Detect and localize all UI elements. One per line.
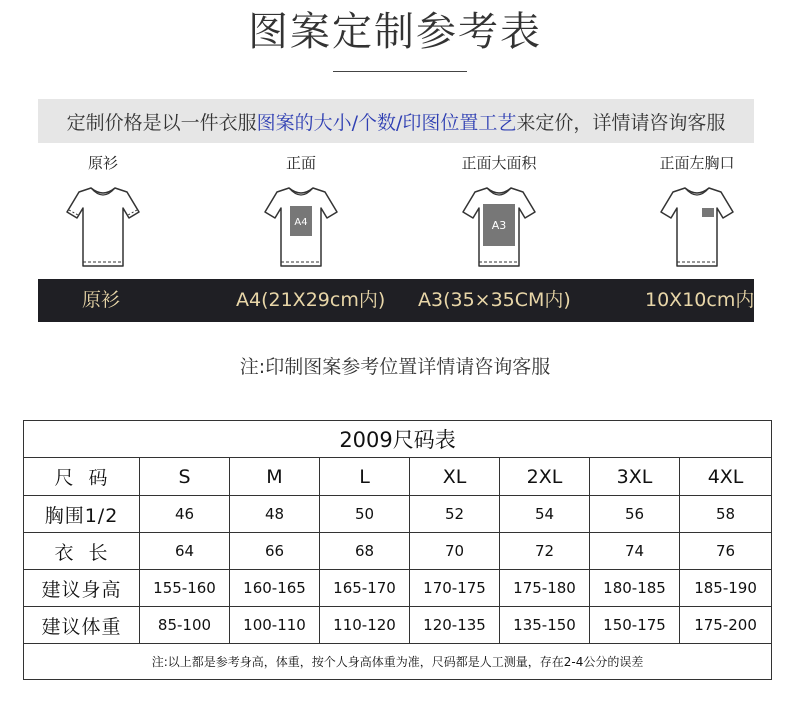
- table-cell: 58: [680, 496, 772, 533]
- size-header-row: [24, 458, 772, 496]
- table-cell: 150-175: [590, 607, 680, 644]
- table-cell: 66: [230, 533, 320, 570]
- row-label: 胸围1/2: [24, 496, 140, 533]
- shirt-option-a3: [434, 152, 564, 270]
- table-cell: 85-100: [140, 607, 230, 644]
- table-cell: 46: [140, 496, 230, 533]
- table-cell: 52: [410, 496, 500, 533]
- bar-text-left-chest: 10X10cm内: [645, 289, 755, 311]
- print-area: [702, 208, 714, 217]
- row-label: 建议身高: [24, 570, 140, 607]
- table-cell: 76: [680, 533, 772, 570]
- tshirt-a3-icon: [459, 182, 539, 270]
- table-cell: 165-170: [320, 570, 410, 607]
- notice-text-before: 定制价格是以一件衣服: [66, 111, 257, 134]
- size-chart-caption: 2009尺码表: [24, 421, 772, 458]
- shirt-label: 正面: [285, 154, 316, 172]
- size-header-cell: 3XL: [590, 458, 680, 496]
- table-cell: 50: [320, 496, 410, 533]
- size-header-cell: XL: [410, 458, 500, 496]
- shirt-option-plain: [38, 152, 168, 270]
- table-cell: 160-165: [230, 570, 320, 607]
- table-cell: 175-200: [680, 607, 772, 644]
- table-cell: 185-190: [680, 570, 772, 607]
- tshirt-a4-icon: [261, 182, 341, 270]
- bar-text-a4: A4(21X29cm内): [236, 289, 386, 311]
- table-cell: 48: [230, 496, 320, 533]
- title-underline: [333, 71, 467, 72]
- size-chart: [23, 420, 772, 680]
- table-row: [24, 570, 772, 607]
- table-cell: 74: [590, 533, 680, 570]
- table-cell: 64: [140, 533, 230, 570]
- row-label: 衣 长: [24, 533, 140, 570]
- table-cell: 120-135: [410, 607, 500, 644]
- tshirt-icon: [63, 182, 143, 270]
- size-header-label: 尺 码: [24, 458, 140, 496]
- row-label: 建议体重: [24, 607, 140, 644]
- table-cell: 180-185: [590, 570, 680, 607]
- table-cell: 110-120: [320, 607, 410, 644]
- size-header-cell: 2XL: [500, 458, 590, 496]
- table-row: [24, 533, 772, 570]
- table-cell: 68: [320, 533, 410, 570]
- table-cell: 135-150: [500, 607, 590, 644]
- shirt-label: 正面大面积: [461, 154, 537, 172]
- print-size-label: A3: [491, 219, 507, 232]
- shirt-label: 正面左胸口: [659, 154, 735, 172]
- table-cell: 170-175: [410, 570, 500, 607]
- print-size-label: A4: [294, 217, 308, 228]
- notice-highlight: 图案的大小/个数/印图位置工艺: [256, 111, 517, 134]
- table-cell: 155-160: [140, 570, 230, 607]
- bar-text-a3: A3(35×35CM内): [418, 289, 571, 311]
- table-cell: 54: [500, 496, 590, 533]
- pricing-notice: [38, 99, 754, 143]
- tshirt-left-chest-icon: [657, 182, 737, 270]
- shirt-option-a4: [236, 152, 366, 270]
- size-header-cell: L: [320, 458, 410, 496]
- table-cell: 70: [410, 533, 500, 570]
- notice-text-after: 来定价，详情请咨询客服: [516, 111, 726, 134]
- table-cell: 72: [500, 533, 590, 570]
- table-cell: 100-110: [230, 607, 320, 644]
- bar-text-plain: 原衫: [82, 289, 121, 311]
- size-header-cell: S: [140, 458, 230, 496]
- shirt-label: 原衫: [87, 154, 118, 172]
- table-cell: 56: [590, 496, 680, 533]
- page-title: 图案定制参考表: [248, 9, 542, 55]
- table-cell: 175-180: [500, 570, 590, 607]
- size-chart-footnote: 注:以上都是参考身高，体重，按个人身高体重为准，尺码都是人工测量，存在2-4公分的误差: [24, 644, 772, 680]
- table-row: [24, 496, 772, 533]
- table-row: [24, 607, 772, 644]
- size-header-cell: M: [230, 458, 320, 496]
- shirt-option-left-chest: [632, 152, 762, 270]
- print-note: 注:印制图案参考位置详情请咨询客服: [239, 356, 551, 378]
- size-header-cell: 4XL: [680, 458, 772, 496]
